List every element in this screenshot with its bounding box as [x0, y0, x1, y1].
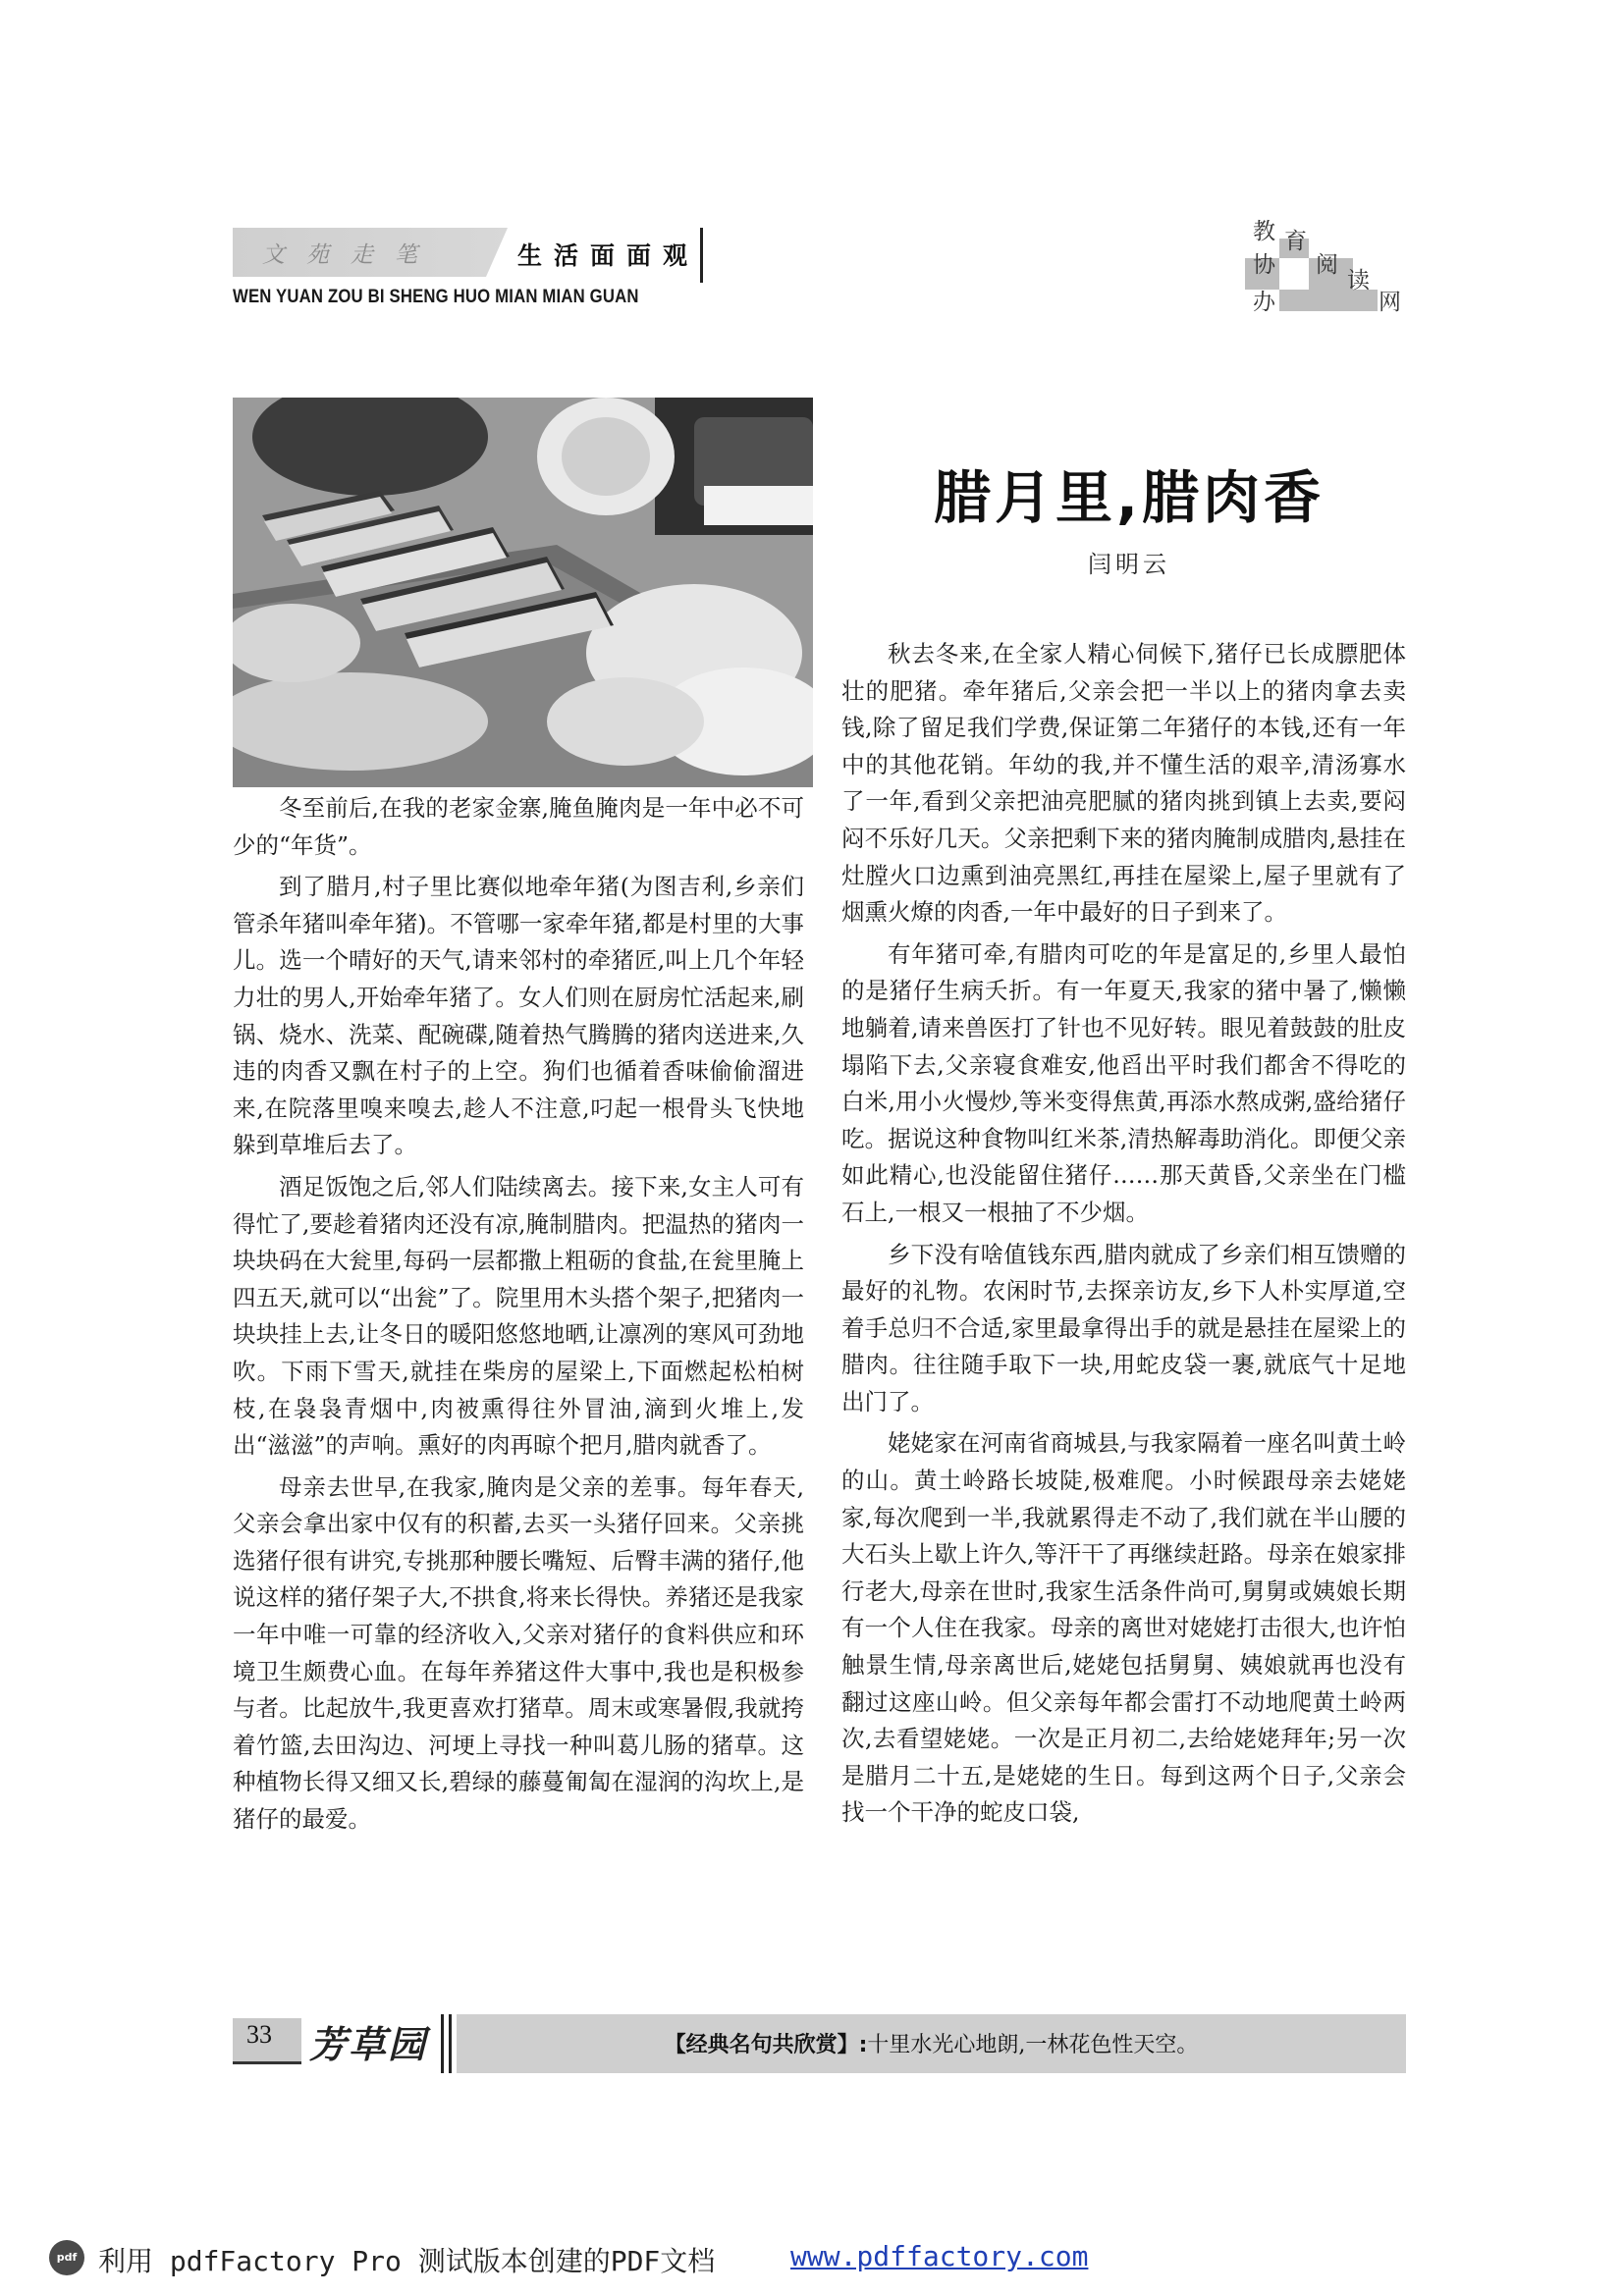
- page-footer: [233, 2014, 1406, 2077]
- paragraph: 冬至前后,在我的老家金寨,腌鱼腌肉是一年中必不可少的“年货”。: [233, 794, 804, 859]
- article-author: 闫明云: [1088, 551, 1170, 578]
- logo-char: 网: [1379, 290, 1401, 315]
- footer-divider: [449, 2014, 452, 2073]
- paragraph: 秋去冬来,在全家人精心伺候下,猪仔已长成膘肥体壮的肥猪。牵年猪后,父亲会把一半以上的猪肉拿去卖钱,除了留足我们学费,保证第二年猪仔的本钱,还有一年中的其他花销。年幼的我,并不懂生活的艰辛,清汤寡水了一年,看到父亲把油亮肥腻的猪肉挑到镇上去卖,要闷闷不乐好几天。父亲把剩下来的猪肉腌制成腊肉,悬挂在灶膛火口边熏到油亮黑红,再挂在屋梁上,屋子里就有了烟熏火燎的肉香,一年中最好的日子到来了。: [841, 640, 1406, 927]
- pdffactory-link[interactable]: www.pdffactory.com: [790, 2240, 1089, 2272]
- cured-pork-photo: [233, 398, 813, 787]
- logo-char: 教: [1253, 219, 1275, 244]
- section-name-right: 生活面面观: [517, 241, 700, 270]
- quote-label: 【经典名句共欣赏】:: [664, 2033, 868, 2057]
- header-divider: [700, 228, 703, 283]
- section-name-left: 文苑走笔: [262, 242, 439, 268]
- site-logo: [1245, 211, 1412, 319]
- paragraph: 乡下没有啥值钱东西,腊肉就成了乡亲们相互馈赠的最好的礼物。农闲时节,去探亲访友,乡下人朴实厚道,空着手总归不合适,家里最拿得出手的就是悬挂在屋梁上的腊肉。往往随手取下一块,用蛇皮袋一裹,就底气十足地出门了。: [841, 1240, 1406, 1415]
- logo-char: 育: [1284, 229, 1307, 254]
- logo-char: 读: [1347, 268, 1370, 294]
- article-column-left: [233, 790, 804, 1843]
- page-number: 33: [246, 2020, 272, 2049]
- pdf-icon: pdf: [49, 2240, 84, 2275]
- article-title: 腊月里,腊肉香: [933, 464, 1325, 531]
- footer-quote: [457, 2028, 1406, 2058]
- logo-char: 阅: [1316, 252, 1338, 278]
- logo-char: 协: [1253, 252, 1275, 278]
- paragraph: 有年猪可牵,有腊肉可吃的年是富足的,乡里人最怕的是猪仔生病夭折。有一年夏天,我家的猪中暑了,懒懒地躺着,请来兽医打了针也不见好转。眼见着鼓鼓的肚皮塌陷下去,父亲寝食难安,他舀出平时我们都舍不得吃的白米,用小火慢炒,等米变得焦黄,再添水熬成粥,盛给猪仔吃。据说这种食物叫红米茶,清热解毒助消化。即便父亲如此精心,也没能留住猪仔……那天黄昏,父亲坐在门槛石上,一根又一根抽了不少烟。: [841, 939, 1406, 1226]
- paragraph: 到了腊月,村子里比赛似地牵年猪(为图吉利,乡亲们管杀年猪叫牵年猪)。不管哪一家牵年猪,都是村里的大事儿。选一个晴好的天气,请来邻村的牵猪匠,叫上几个年轻力壮的男人,开始牵年猪了。女人们则在厨房忙活起来,刷锅、烧水、洗菜、配碗碟,随着热气腾腾的猪肉送进来,久违的肉香又飘在村子的上空。狗们也循着香味偷偷溜进来,在院落里嗅来嗅去,趁人不注意,叼起一根骨头飞快地躲到草堆后去了。: [233, 873, 804, 1159]
- paragraph: 酒足饭饱之后,邻人们陆续离去。接下来,女主人可有得忙了,要趁着猪肉还没有凉,腌制腊肉。把温热的猪肉一块块码在大瓮里,每码一层都撒上粗砺的食盐,在瓮里腌上四五天,就可以“出瓮”了。院里用木头搭个架子,把猪肉一块块挂上去,让冬日的暖阳悠悠地晒,让凛冽的寒风可劲地吹。下雨下雪天,就挂在柴房的屋梁上,下面燃起松柏树枝,在袅袅青烟中,肉被熏得往外冒油,滴到火堆上,发出“滋滋”的声响。熏好的肉再晾个把月,腊肉就香了。: [233, 1172, 804, 1460]
- paragraph: 母亲去世早,在我家,腌肉是父亲的差事。每年春天,父亲会拿出家中仅有的积蓄,去买一头猪仔回来。父亲挑选猪仔很有讲究,专挑那种腰长嘴短、后臀丰满的猪仔,他说这样的猪仔架子大,不拱食,将来长得快。养猪还是我家一年中唯一可靠的经济收入,父亲对猪仔的食料供应和环境卫生颇费心血。在每年养猪这件大事中,我也是积极参与者。比起放牛,我更喜欢打猪草。周末或寒暑假,我就挎着竹篮,去田沟边、河埂上寻找一种叫葛儿肠的猪草。这种植物长得又细又长,碧绿的藤蔓匍匐在湿润的沟坎上,是猪仔的最爱。: [233, 1472, 804, 1834]
- watermark-text: 利用 pdfFactory Pro 测试版本创建的PDF文档: [98, 2245, 716, 2277]
- pdf-watermark: [49, 2238, 1129, 2277]
- paragraph: 姥姥家在河南省商城县,与我家隔着一座名叫黄土岭的山。黄土岭路长坡陡,极难爬。小时候跟母亲去姥姥家,每次爬到一半,我就累得走不动了,我们就在半山腰的大石头上歇上许久,等汗干了再继续赶路。母亲在娘家排行老大,母亲在世时,我家生活条件尚可,舅舅或姨娘长期有一个人住在我家。母亲的离世对姥姥打击很大,也许怕触景生情,母亲离世后,姥姥包括舅舅、姨娘就再也没有翻过这座山岭。但父亲每年都会雷打不动地爬黄土岭两次,去看望姥姥。一次是正月初二,去给姥姥拜年;另一次是腊月二十五,是姥姥的生日。每到这两个日子,父亲会找一个干净的蛇皮口袋,: [841, 1429, 1406, 1827]
- footer-divider: [441, 2014, 444, 2073]
- quote-text: 十里水光心地朗,一林花色性天空。: [867, 2033, 1199, 2057]
- section-header: [233, 228, 706, 307]
- magazine-name: 芳草园: [309, 2022, 428, 2066]
- section-pinyin: WEN YUAN ZOU BI SHENG HUO MIAN MIAN GUAN: [233, 287, 639, 307]
- logo-char: 办: [1253, 290, 1275, 315]
- article-column-right: [841, 636, 1406, 1837]
